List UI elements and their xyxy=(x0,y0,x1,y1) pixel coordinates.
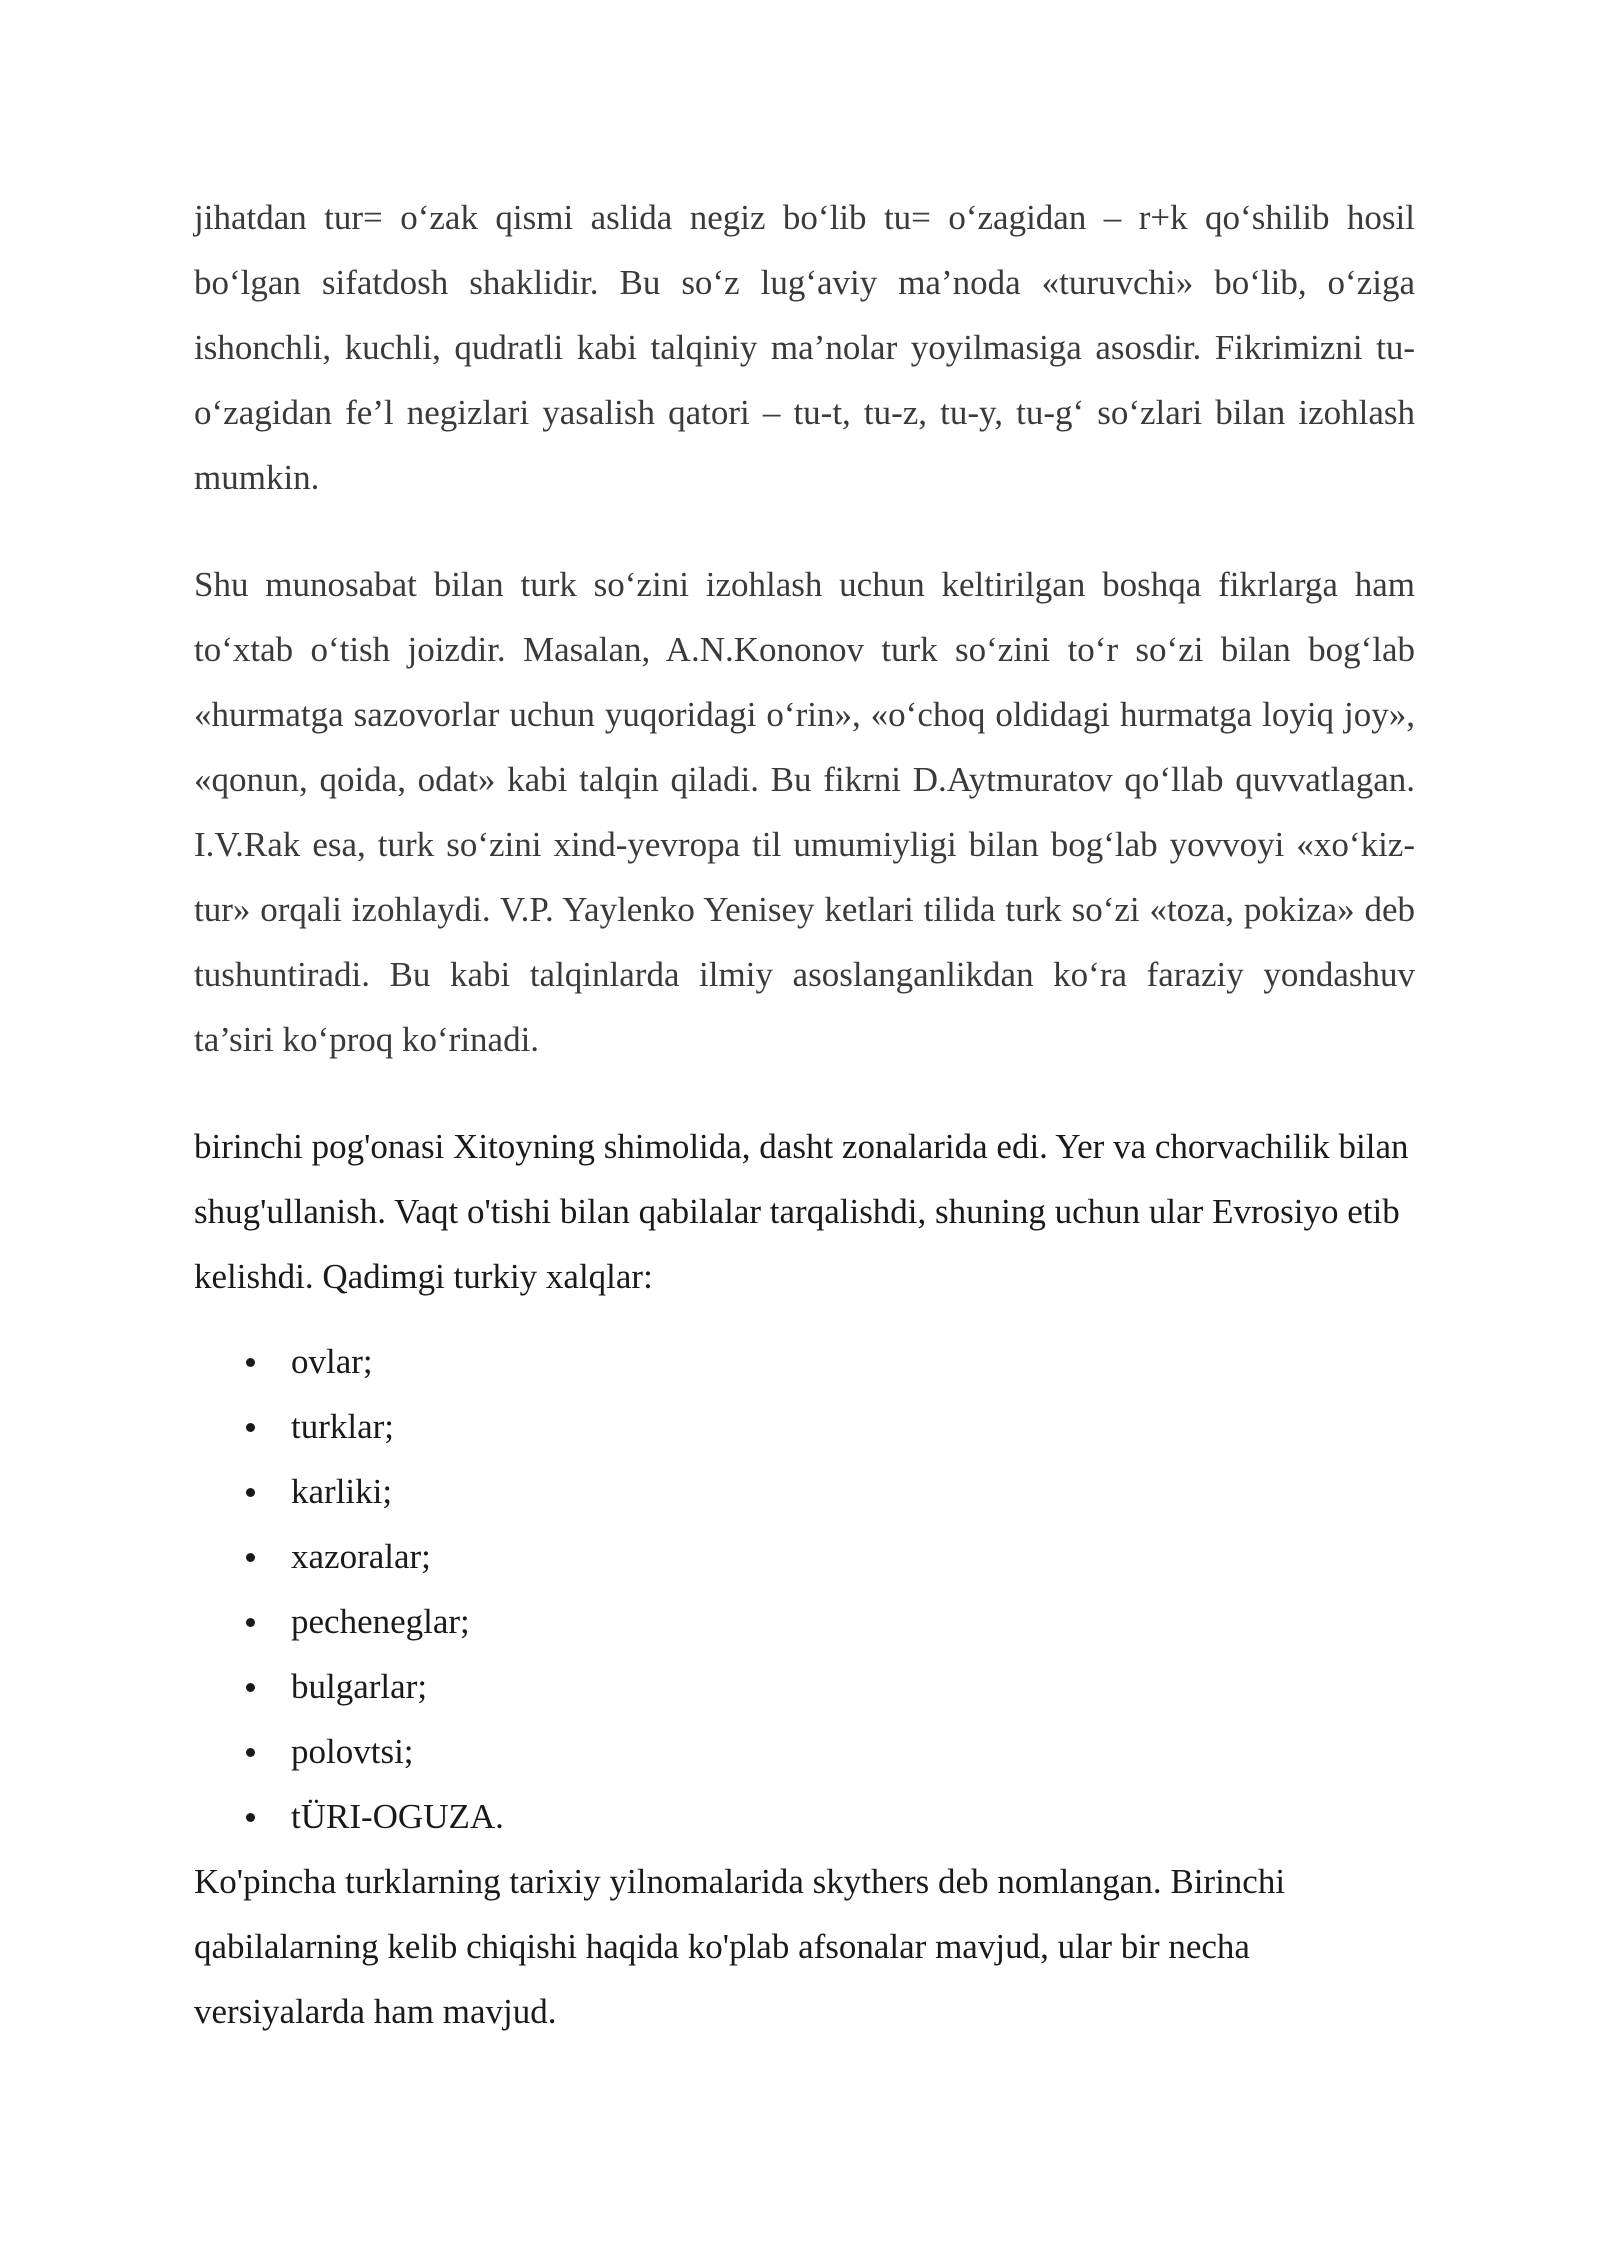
list-item-label: ovlar; xyxy=(291,1342,373,1381)
list-item xyxy=(194,1654,1415,1719)
list-item-label: tÜRI-OGUZA. xyxy=(291,1797,504,1836)
list-item xyxy=(194,1784,1415,1849)
list-item-label: bulgarlar; xyxy=(291,1667,428,1706)
bullet-dot-icon xyxy=(246,1618,255,1627)
peoples-list xyxy=(194,1329,1415,1849)
bullet-dot-icon xyxy=(246,1748,255,1757)
paragraph-chronicles: Ko'pincha turklarning tarixiy yilnomalarida skythers deb nomlangan. Birinchi qabilalarning kelib chiqishi haqida ko'plab afsonalar mavjud, ular bir necha versiyalarda ham mavjud. xyxy=(194,1862,1286,2031)
list-item-label: polovtsi; xyxy=(291,1732,414,1771)
list-item xyxy=(194,1589,1415,1654)
list-item xyxy=(194,1459,1415,1524)
list-item-label: karliki; xyxy=(291,1472,393,1511)
bullet-dot-icon xyxy=(246,1553,255,1562)
list-item-label: turklar; xyxy=(291,1407,395,1446)
paragraph-etymology: jihatdan tur= o‘zak qismi aslida negiz bo‘lib tu= o‘zagidan – r+k qo‘shilib hosil bo‘lgan sifatdosh shaklidir. Bu so‘z lug‘aviy ma’noda «turuvchi» bo‘lib, o‘ziga ishonchli, kuchli, qudratli kabi talqiniy ma’nolar yoyilmasiga asosdir. Fikrimizni tu- o‘zagidan fe’l negizlari yasalish qatori – tu-t, tu-z, tu-y, tu-g‘ so‘zlari bilan izohlash mumkin. xyxy=(194,198,1415,497)
list-item-label: xazoralar; xyxy=(291,1537,431,1576)
bullet-dot-icon xyxy=(246,1358,255,1367)
bullet-dot-icon xyxy=(246,1683,255,1692)
bullet-dot-icon xyxy=(246,1423,255,1432)
paragraph-interpretations: Shu munosabat bilan turk so‘zini izohlash uchun keltirilgan boshqa fikrlarga ham to‘xtab o‘tish joizdir. Masalan, A.N.Kononov turk so‘zini to‘r so‘zi bilan bog‘lab «hurmatga sazovorlar uchun yuqoridagi o‘rin», «o‘choq oldidagi hurmatga loyiq joy», «qonun, qoida, odat» kabi talqin qiladi. Bu fikrni D.Aytmuratov qo‘llab quvvatlagan. I.V.Rak esa, turk so‘zini xind-yevropa til umumiyligi bilan bog‘lab yovvoyi «xo‘kiz-tur» orqali izohlaydi. V.P. Yaylenko Yenisey ketlari tilida turk so‘zi «toza, pokiza» deb tushuntiradi. Bu kabi talqinlarda ilmiy asoslanganlikdan ko‘ra faraziy yondashuv ta’siri ko‘proq ko‘rinadi. xyxy=(194,565,1415,1059)
bullet-dot-icon xyxy=(246,1488,255,1497)
list-item xyxy=(194,1719,1415,1784)
list-item xyxy=(194,1524,1415,1589)
list-item xyxy=(194,1329,1415,1394)
paragraph-origins: birinchi pog'onasi Xitoyning shimolida, dasht zonalarida edi. Yer va chorvachilik bilan shug'ullanish. Vaqt o'tishi bilan qabilalar tarqalishdi, shuning uchun ular Evrosiyo etib kelishdi. Qadimgi turkiy xalqlar: xyxy=(194,1127,1409,1296)
bullet-dot-icon xyxy=(246,1813,255,1822)
list-item-label: pecheneglar; xyxy=(291,1602,470,1641)
list-item xyxy=(194,1394,1415,1459)
